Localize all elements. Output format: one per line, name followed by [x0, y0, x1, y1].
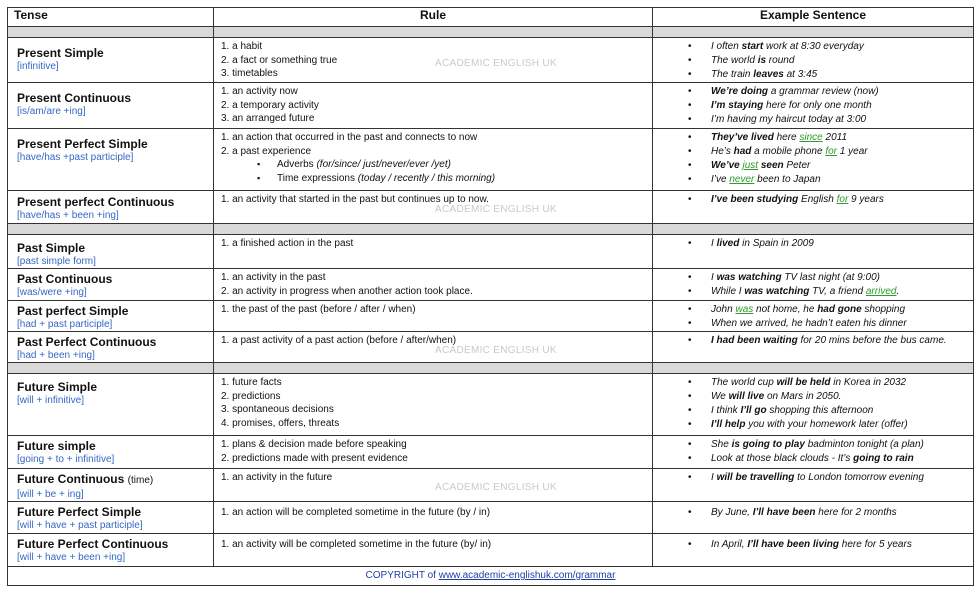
watermark: ACADEMIC ENGLISH UK — [435, 482, 557, 493]
rule-line: 1. plans & decision made before speaking — [221, 439, 407, 450]
tense-row — [8, 83, 974, 129]
example-sentence: • I’ll help you with your homework later (offer) — [653, 418, 973, 432]
example-sentence: • I’m staying here for only one month — [653, 99, 973, 113]
example-sentence: • John was not home, he had gone shopping — [653, 303, 973, 317]
example-sentence: • The world is round — [653, 54, 973, 68]
watermark: ACADEMIC ENGLISH UK — [435, 345, 557, 356]
tense-name: Future Simple — [17, 380, 98, 394]
copyright-link[interactable]: www.academic-englishuk.com/grammar — [438, 570, 616, 581]
tense-row — [8, 38, 974, 83]
example-sentence: • I often start work at 8:30 everyday — [653, 40, 973, 54]
tense-name: Present Simple — [17, 46, 104, 60]
tense-formula: [had + been +ing] — [17, 350, 95, 361]
rule-line: 2. predictions — [221, 390, 281, 402]
rule-line: 1. an action will be completed sometime in the future (by / in) — [221, 507, 491, 518]
example-sentence: • We’re doing a grammar review (now) — [653, 85, 973, 99]
tense-formula: [will + be + ing] — [17, 489, 84, 500]
header-example: Example Sentence — [653, 8, 974, 27]
header-row — [8, 8, 974, 27]
tense-row — [8, 301, 974, 332]
example-sentence: • I’ve never been to Japan — [653, 173, 973, 187]
example-sentence: • The train leaves at 3:45 — [653, 68, 973, 82]
tense-formula: [will + have + past participle] — [17, 520, 143, 531]
rule-line: 3. spontaneous decisions — [221, 404, 334, 415]
example-sentence: • I had been waiting for 20 mins before the bus came. — [653, 334, 973, 348]
tense-row — [8, 374, 974, 436]
example-sentence: • Look at those black clouds - It’s going to rain — [653, 452, 973, 466]
tense-name: Future Continuous — [17, 472, 125, 486]
tense-row — [8, 235, 974, 269]
watermark: ACADEMIC ENGLISH UK — [435, 58, 557, 69]
rule-line: 2. predictions made with present evidence — [221, 452, 408, 464]
section-separator — [8, 27, 974, 38]
tense-row — [8, 332, 974, 363]
rule-line: 2. an activity in progress when another action took place. — [221, 285, 473, 297]
section-separator — [8, 363, 974, 374]
rule-line: 2. a fact or something true — [221, 54, 338, 66]
rule-line: 1. future facts — [221, 377, 282, 388]
tense-formula: [have/has +past participle] — [17, 152, 134, 163]
example-sentence: • I think I’ll go shopping this afternoon — [653, 404, 973, 418]
rule-line: 1. an activity will be completed sometime in the future (by/ in) — [221, 539, 492, 550]
rule-line: 3. timetables — [221, 68, 278, 79]
tense-formula: [past simple form] — [17, 256, 96, 267]
example-sentence: • We’ve just seen Peter — [653, 159, 973, 173]
example-sentence: • They’ve lived here since 2011 — [653, 131, 973, 145]
example-sentence: • The world cup will be held in Korea in 2032 — [653, 376, 973, 390]
tense-name: Present perfect Continuous — [17, 195, 175, 209]
rule-line: 2. a past experience — [221, 145, 312, 157]
tense-name-suffix: (time) — [127, 475, 154, 486]
tense-formula: [infinitive] — [17, 61, 59, 72]
tense-row — [8, 191, 974, 224]
tense-row — [8, 269, 974, 301]
example-sentence: • We will live on Mars in 2050. — [653, 390, 973, 404]
example-sentence: • I’ve been studying English for 9 years — [653, 193, 973, 207]
example-sentence: • She is going to play badminton tonight (a plan) — [653, 438, 973, 452]
tense-formula: [will + infinitive] — [17, 395, 84, 406]
example-sentence: • By June, I’ll have been here for 2 months — [653, 506, 973, 520]
tense-name: Future simple — [17, 439, 96, 453]
tense-name: Past Perfect Continuous — [17, 335, 157, 349]
footer-row — [8, 567, 974, 586]
rule-line: 1. a past activity of a past action (before / after/when) — [221, 335, 457, 346]
tense-row — [8, 534, 974, 567]
tense-name: Past Simple — [17, 241, 86, 255]
tenses-table — [7, 7, 974, 586]
example-sentence: • In April, I’ll have been living here for 5 years — [653, 538, 973, 552]
header-rule: Rule — [214, 8, 653, 27]
rule-line: 1. a habit — [221, 41, 263, 52]
example-sentence: • When we arrived, he hadn’t eaten his dinner — [653, 317, 973, 331]
rule-line: 3. an arranged future — [221, 113, 315, 124]
tense-row — [8, 436, 974, 469]
section-separator — [8, 224, 974, 235]
tense-name: Future Perfect Simple — [17, 505, 142, 519]
rule-line: 2. a temporary activity — [221, 99, 319, 111]
copyright-prefix: COPYRIGHT of — [365, 570, 439, 581]
tense-row — [8, 129, 974, 191]
rule-line: 1. an action that occurred in the past and connects to now — [221, 132, 478, 143]
rule-line: 1. an activity that started in the past but continues up to now. — [221, 194, 489, 205]
tense-name-wrap — [17, 472, 213, 488]
rule-line: 1. an activity in the future — [221, 472, 333, 483]
tense-name: Present Perfect Simple — [17, 137, 148, 151]
rule-sub-item: ▪ Time expressions (today / recently / this morning) — [221, 172, 652, 186]
tense-row — [8, 469, 974, 502]
rule-line: 1. an activity in the past — [221, 272, 326, 283]
tense-row — [8, 502, 974, 534]
rule-line: 1. an activity now — [221, 86, 298, 97]
example-sentence: • I’m having my haircut today at 3:00 — [653, 113, 973, 127]
tense-name: Future Perfect Continuous — [17, 537, 169, 551]
tense-name: Past perfect Simple — [17, 304, 129, 318]
example-sentence: • While I was watching TV, a friend arrived. — [653, 285, 973, 299]
example-sentence: • He’s had a mobile phone for 1 year — [653, 145, 973, 159]
tense-formula: [had + past participle] — [17, 319, 113, 330]
tense-formula: [was/were +ing] — [17, 287, 87, 298]
rule-line: 1. a finished action in the past — [221, 238, 354, 249]
copyright-footer — [8, 567, 974, 586]
rule-line: 4. promises, offers, threats — [221, 417, 340, 429]
header-tense: Tense — [8, 8, 214, 27]
tense-formula: [will + have + been +ing] — [17, 552, 126, 563]
tense-formula: [is/am/are +ing] — [17, 106, 86, 117]
tense-name: Past Continuous — [17, 272, 113, 286]
watermark: ACADEMIC ENGLISH UK — [435, 204, 557, 215]
tense-formula: [going + to + infinitive] — [17, 454, 115, 465]
example-sentence: • I will be travelling to London tomorrow evening — [653, 471, 973, 485]
rule-sub-item: ▪ Adverbs (for/since/ just/never/ever /yet) — [221, 158, 652, 172]
example-sentence: • I was watching TV last night (at 9:00) — [653, 271, 973, 285]
tense-formula: [have/has + been +ing] — [17, 210, 119, 221]
example-sentence: • I lived in Spain in 2009 — [653, 237, 973, 251]
tense-name: Present Continuous — [17, 91, 132, 105]
rule-line: 1. the past of the past (before / after / when) — [221, 304, 416, 315]
